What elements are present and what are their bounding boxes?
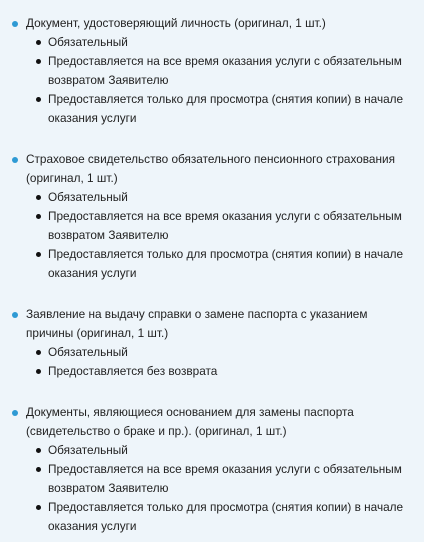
document-item [26, 305, 418, 381]
document-conditions-list [26, 33, 418, 128]
condition-item: Обязательный [48, 188, 418, 207]
document-title: Заявление на выдачу справки о замене паспорта с указанием причины (оригинал, 1 шт.) [26, 307, 368, 340]
document-conditions-list [26, 441, 418, 536]
condition-item: Обязательный [48, 441, 418, 460]
condition-item: Обязательный [48, 343, 418, 362]
condition-item: Предоставляется только для просмотра (снятия копии) в начале оказания услуги [48, 245, 418, 283]
condition-item: Предоставляется на все время оказания услуги с обязательным возвратом Заявителю [48, 460, 418, 498]
document-title: Документы, являющиеся основанием для замены паспорта (свидетельство о браке и пр.). (оригинал, 1 шт.) [26, 405, 354, 438]
document-conditions-list [26, 343, 418, 381]
condition-item: Предоставляется без возврата [48, 362, 418, 381]
condition-item: Предоставляется только для просмотра (снятия копии) в начале оказания услуги [48, 498, 418, 536]
document-conditions-list [26, 188, 418, 283]
document-title: Страховое свидетельство обязательного пенсионного страхования (оригинал, 1 шт.) [26, 152, 395, 185]
document-item [26, 403, 418, 536]
condition-item: Предоставляется на все время оказания услуги с обязательным возвратом Заявителю [48, 207, 418, 245]
condition-item: Предоставляется только для просмотра (снятия копии) в начале оказания услуги [48, 90, 418, 128]
document-item [26, 150, 418, 283]
condition-item: Обязательный [48, 33, 418, 52]
document-item [26, 14, 418, 128]
condition-item: Предоставляется на все время оказания услуги с обязательным возвратом Заявителю [48, 52, 418, 90]
document-title: Документ, удостоверяющий личность (оригинал, 1 шт.) [26, 16, 326, 30]
